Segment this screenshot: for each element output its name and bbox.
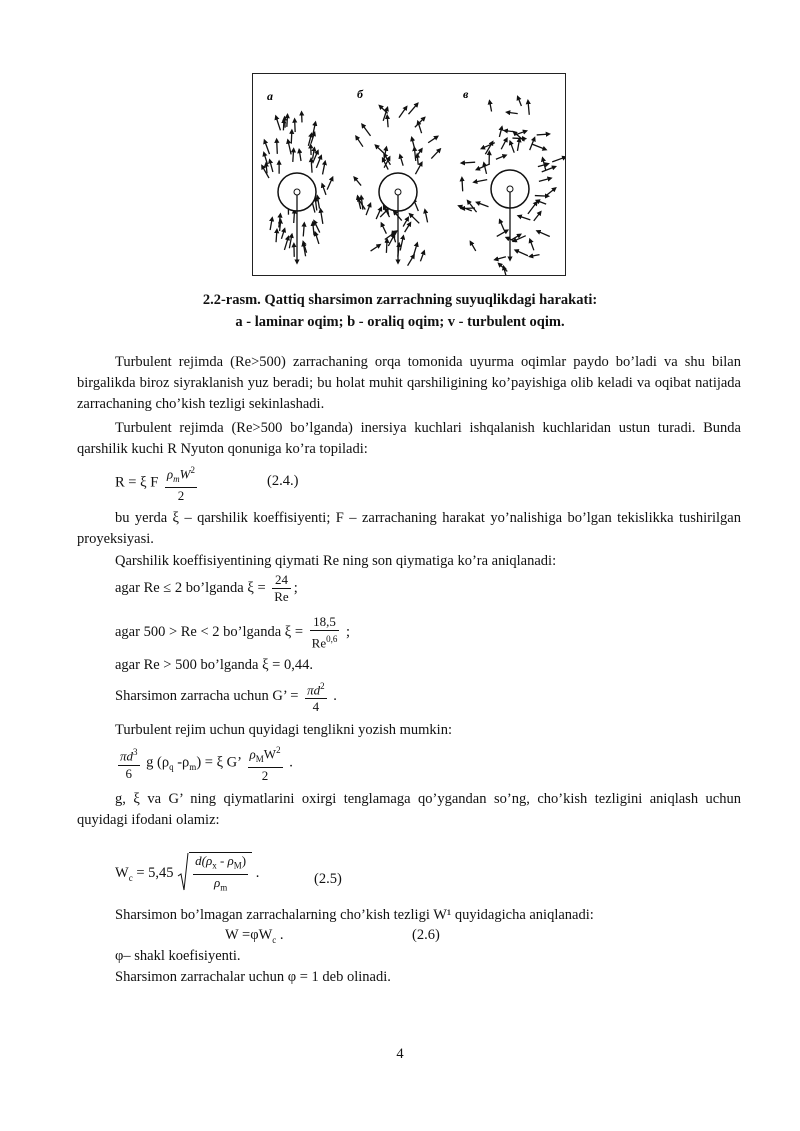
paragraph-2: Turbulent rejimda (Re>500 bo’lganda) inersiya kuchlari ishqalanish kuchlaridan ustun turadi. Bunda qarshilik kuchi R Nyuton qonuniga ko’ra topiladi: (77, 420, 741, 457)
figure-label-v: в (463, 87, 469, 101)
sqrt-symbol: $\frac{d(\rho_x - \rho_M)}{\rho_m}$ (177, 852, 252, 895)
paragraph-4: Qarshilik koeffisiyentining qiymati Re ning son qiymatiga ko’ra aniqlanadi: (115, 553, 557, 569)
equation-2-4 (115, 462, 200, 504)
figure-label-a: a (267, 89, 273, 103)
eq25-label: (2.5) (314, 871, 342, 887)
figure-caption-line2: a - laminar oqim; b - oraliq oqim; v - turbulent oqim. (235, 314, 565, 330)
page-number: 4 (396, 1046, 404, 1062)
paragraph-9: Sharsimon zarrachalar uchun φ = 1 deb olinadi. (115, 969, 391, 985)
panel-transitional (355, 104, 440, 266)
paragraph-8: φ– shakl koefisiyenti. (115, 948, 241, 964)
g-prime-equation: Sharsimon zarracha uchun G’ = $\frac{\pi d^2}{4}$ . (115, 678, 337, 715)
figure-label-b: б (357, 87, 363, 101)
eq24-label: (2.4.) (267, 473, 299, 489)
paragraph-3: bu yerda ξ – qarshilik koeffisiyenti; F – zarrachaning harakat yo’nalishiga bo’lgan tekislikka tushirilgan proyeksiyasi. (77, 510, 741, 547)
panel-laminar (262, 113, 332, 262)
eq24-fraction: $\frac{\rho_mW^2}{2}$ (165, 462, 197, 504)
case-3: agar Re > 500 bo’lganda ξ = 0,44. (115, 657, 313, 673)
turbulent-equation: $\frac{\pi d^3}{6}$ g ($\rho_q$ $-\rho_m) = \xi$ G’ $\frac{\rho_MW^2}{2}$ . (115, 742, 293, 784)
paragraph-1: Turbulent rejimda (Re>500) zarrachaning orqa tomonida uyurma oqimlar paydo bo’ladi va shu bilan birgalikda biroz siyraklanish yuz beradi; bu holat muhit qarshiligining ko’payishiga olib keladi va oqibat natijada zarrachaning cho’kish tezligi sekinlashadi. (77, 354, 741, 412)
figure-flow-diagram (252, 73, 566, 276)
eq24-left: R = ξ F (115, 474, 159, 491)
figure-caption-line1: 2.2-rasm. Qattiq sharsimon zarrachning suyuqlikdagi harakati: (202, 292, 598, 308)
panel-turbulent (460, 98, 565, 275)
flow-diagram-svg (253, 74, 565, 275)
paragraph-5: Turbulent rejim uchun quyidagi tenglikni yozish mumkin: (115, 722, 452, 738)
paragraph-7: Sharsimon bo’lmagan zarrachalarning cho’kish tezligi W¹ quyidagicha aniqlanadi: (115, 907, 594, 923)
equation-2-6: $W =\varphi W_c$ . (225, 927, 284, 945)
equation-2-5: $W_c = 5,45$ $\frac{d(\rho_x - \rho_M)}{\rho_m}$ . (115, 852, 259, 895)
eq26-label: (2.6) (412, 927, 440, 943)
case-2: agar 500 > Re < 2 bo’lganda ξ = $\frac{18,5}{Re^{0,6}}$ ; (115, 614, 351, 651)
paragraph-6: g, ξ va G’ ning qiymatlarini oxirgi tenglamaga qo’ygandan so’ng, cho’kish tezligini aniqlash uchun quyidagi ifodani olamiz: (77, 791, 741, 828)
case-1: agar Re ≤ 2 bo’lganda ξ = $\frac{24}{Re}$ ; (115, 572, 298, 604)
